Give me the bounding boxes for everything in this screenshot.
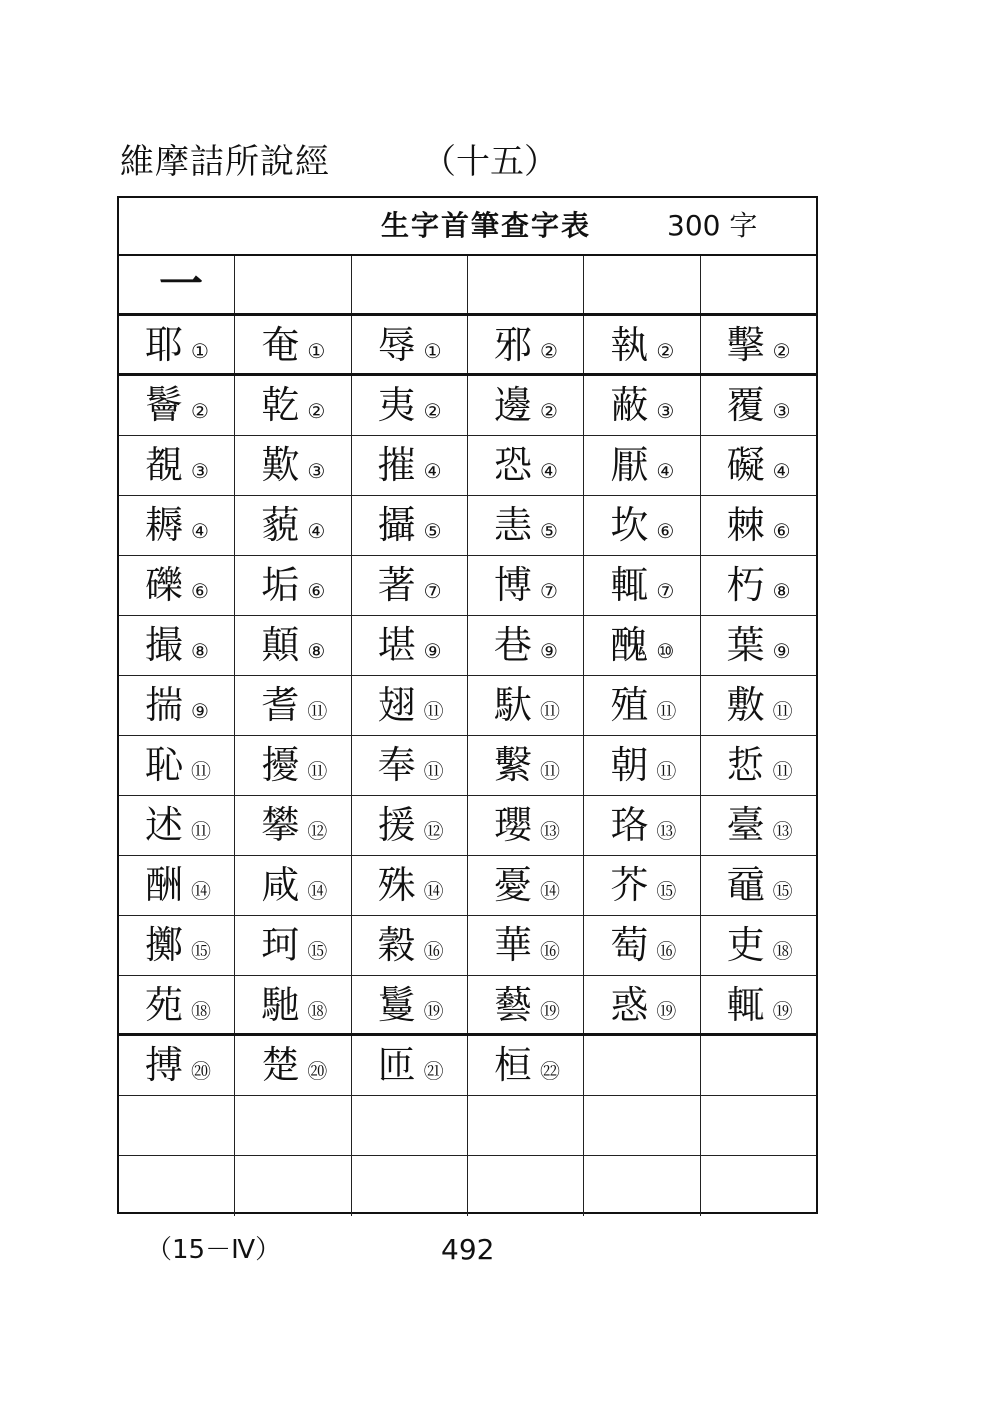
lesson-number: ④	[191, 519, 209, 543]
character: 芥	[610, 863, 649, 907]
character-cell	[584, 676, 700, 735]
empty-cell	[701, 1156, 816, 1216]
lesson-number: ⑫	[423, 819, 444, 843]
character-cell	[468, 496, 584, 555]
table-row	[119, 856, 816, 916]
character: 葉	[726, 623, 765, 667]
character-cell	[584, 436, 700, 495]
character: 擲	[145, 923, 184, 967]
lesson-number: ⑪	[423, 699, 444, 723]
lesson-number: ⑮	[656, 879, 677, 903]
character: 巷	[493, 623, 532, 667]
character: 耶	[145, 323, 184, 367]
lesson-number: ⑭	[191, 879, 211, 903]
character-cell	[235, 736, 351, 795]
character-cell	[584, 856, 700, 915]
empty-cell	[701, 1096, 816, 1155]
character-cell	[235, 796, 351, 855]
lesson-number: ⑨	[423, 639, 442, 663]
character: 黿	[726, 863, 765, 907]
character: 藐	[261, 503, 300, 547]
character: 華	[493, 923, 532, 967]
lesson-number: ②	[307, 399, 326, 423]
character-cell	[119, 676, 235, 735]
character: 恚	[493, 503, 532, 547]
table-row	[119, 736, 816, 796]
lesson-number: ⑬	[772, 819, 793, 843]
lesson-number: ⑮	[191, 939, 211, 963]
character-cell	[119, 556, 235, 615]
lesson-number: ①	[191, 339, 209, 363]
first-stroke-label: 一	[159, 259, 203, 310]
character-cell	[119, 1036, 235, 1095]
character-cell	[119, 376, 235, 435]
lesson-number: ⑨	[191, 699, 209, 723]
lesson-number: ⑱	[307, 999, 328, 1023]
character: 夷	[377, 383, 416, 427]
lesson-number: ③	[656, 399, 675, 423]
character-cell	[701, 616, 816, 675]
lesson-number: ⑥	[307, 579, 326, 603]
lesson-number: ⑪	[539, 759, 560, 783]
character: 朝	[610, 743, 649, 787]
empty-row	[119, 1096, 816, 1156]
character: 鬘	[377, 983, 416, 1027]
character: 棘	[726, 503, 765, 547]
empty-cell	[584, 1156, 700, 1216]
lesson-number: ⑪	[191, 819, 211, 843]
table-row	[119, 376, 816, 436]
character-cell	[119, 916, 235, 975]
character-cell	[352, 736, 468, 795]
character: 苑	[145, 983, 184, 1027]
lesson-number: ⑦	[656, 579, 675, 603]
character-cell	[235, 316, 351, 373]
lesson-number: ①	[423, 339, 442, 363]
character-cell	[468, 676, 584, 735]
lesson-number: ①	[307, 339, 326, 363]
character-cell	[468, 616, 584, 675]
lesson-number: ②	[656, 339, 675, 363]
lesson-number: ②	[772, 339, 791, 363]
lesson-number: ⑲	[423, 999, 444, 1023]
lesson-number: ④	[307, 519, 326, 543]
character: 摧	[377, 443, 416, 487]
character: 援	[377, 803, 416, 847]
table-title-row	[119, 198, 816, 256]
lesson-number: ⑳	[191, 1059, 211, 1083]
lesson-number: ㉑	[423, 1059, 444, 1083]
character: 惑	[610, 983, 649, 1027]
lesson-number: ⑩	[656, 639, 675, 663]
lesson-number: ⑧	[191, 639, 209, 663]
character-cell	[468, 436, 584, 495]
lesson-number: ⑪	[307, 759, 328, 783]
character-cell	[468, 556, 584, 615]
table-title: 生字首筆查字表	[381, 209, 592, 242]
character: 珂	[261, 923, 300, 967]
character: 坎	[610, 503, 649, 547]
character-cell	[119, 976, 235, 1033]
empty-cell	[235, 1156, 351, 1216]
character-cell	[119, 856, 235, 915]
lesson-number: ⑧	[307, 639, 326, 663]
character-cell	[235, 496, 351, 555]
character: 奄	[261, 323, 300, 367]
empty-cell	[584, 256, 700, 313]
character: 敷	[726, 683, 765, 727]
table-row	[119, 316, 816, 376]
character-cell	[701, 916, 816, 975]
character-cell	[352, 1036, 468, 1095]
character-cell	[584, 556, 700, 615]
lesson-number: ⑲	[539, 999, 560, 1023]
character-cell	[352, 376, 468, 435]
character-cell	[468, 916, 584, 975]
character: 珞	[610, 803, 649, 847]
character-cell	[584, 1036, 700, 1095]
character: 覩	[145, 443, 184, 487]
stroke-header-row	[119, 256, 816, 316]
character: 馳	[261, 983, 300, 1027]
character-cell	[235, 616, 351, 675]
lesson-number: ⑪	[772, 759, 793, 783]
character-cell	[352, 496, 468, 555]
character: 繫	[493, 743, 532, 787]
character-table	[117, 196, 818, 1214]
lesson-number: ⑧	[772, 579, 791, 603]
empty-cell	[235, 256, 351, 313]
character-cell	[701, 556, 816, 615]
character-cell	[701, 676, 816, 735]
lesson-number: ④	[539, 459, 558, 483]
character: 桓	[493, 1043, 532, 1087]
character: 醜	[610, 623, 649, 667]
character-cell	[352, 616, 468, 675]
volume-number: （十五）	[422, 142, 558, 182]
character: 朽	[726, 563, 765, 607]
table-row	[119, 616, 816, 676]
character: 著	[377, 563, 416, 607]
table-row	[119, 916, 816, 976]
character: 攀	[261, 803, 300, 847]
lesson-number: ⑯	[539, 939, 560, 963]
lesson-number: ⑭	[539, 879, 560, 903]
character: 厭	[610, 443, 649, 487]
empty-cell	[701, 256, 816, 313]
lesson-number: ⑤	[423, 519, 442, 543]
lesson-number: ⑪	[656, 699, 677, 723]
character-cell	[584, 916, 700, 975]
lesson-number: ⑨	[539, 639, 558, 663]
character-cell	[701, 436, 816, 495]
character-cell	[468, 1036, 584, 1095]
character: 鬠	[145, 383, 184, 427]
lesson-number: ④	[772, 459, 791, 483]
book-title: 維摩詰所說經	[120, 142, 330, 182]
character: 吏	[726, 923, 765, 967]
empty-cell	[468, 1096, 584, 1155]
character-cell	[235, 856, 351, 915]
character-cell	[584, 316, 700, 373]
character: 揣	[145, 683, 184, 727]
table-row	[119, 976, 816, 1036]
lesson-number: ⑪	[307, 699, 328, 723]
character: 歎	[261, 443, 300, 487]
lesson-number: ⑳	[307, 1059, 328, 1083]
character: 礫	[145, 563, 184, 607]
character: 輒	[610, 563, 649, 607]
character-cell	[352, 556, 468, 615]
character: 翅	[377, 683, 416, 727]
lesson-number: ④	[423, 459, 442, 483]
empty-cell	[352, 256, 468, 313]
character: 垢	[261, 563, 300, 607]
character-cell	[584, 976, 700, 1033]
lesson-number: ⑪	[191, 759, 211, 783]
empty-cell	[119, 1096, 235, 1155]
character: 邊	[493, 383, 532, 427]
character-cell	[352, 676, 468, 735]
lesson-number: ⑪	[539, 699, 560, 723]
lesson-number: ②	[423, 399, 442, 423]
character-cell	[352, 436, 468, 495]
empty-cell	[119, 1156, 235, 1216]
character: 萄	[610, 923, 649, 967]
lesson-number: ⑲	[656, 999, 677, 1023]
character-cell	[119, 736, 235, 795]
character: 臺	[726, 803, 765, 847]
character: 楚	[261, 1043, 300, 1087]
lesson-number: ⑮	[307, 939, 328, 963]
character: 擊	[726, 323, 765, 367]
character-cell	[352, 916, 468, 975]
lesson-number: ⑫	[307, 819, 328, 843]
table-row	[119, 796, 816, 856]
character: 搏	[145, 1043, 184, 1087]
lesson-number: ⑦	[423, 579, 442, 603]
character-cell	[701, 376, 816, 435]
character-cell	[701, 496, 816, 555]
character: 覆	[726, 383, 765, 427]
volume-code: （15－Ⅳ）	[146, 1235, 282, 1265]
character-cell	[235, 556, 351, 615]
lesson-number: ⑥	[191, 579, 209, 603]
lesson-number: ⑭	[307, 879, 328, 903]
lesson-number: ⑬	[656, 819, 677, 843]
character-cell	[701, 316, 816, 373]
character: 瓔	[493, 803, 532, 847]
lesson-number: ②	[191, 399, 209, 423]
lesson-number: ⑮	[772, 879, 793, 903]
table-row	[119, 676, 816, 736]
character-cell	[701, 976, 816, 1033]
stroke-label-cell	[119, 256, 235, 313]
lesson-number: ⑯	[423, 939, 444, 963]
character: 悊	[726, 743, 765, 787]
character-cell	[352, 976, 468, 1033]
table-row	[119, 436, 816, 496]
character-cell	[468, 376, 584, 435]
lesson-number: ⑭	[423, 879, 444, 903]
character: 酬	[145, 863, 184, 907]
character-count: 300 字	[667, 209, 758, 242]
character: 耨	[145, 503, 184, 547]
character: 馱	[493, 683, 532, 727]
character-cell	[119, 496, 235, 555]
character-cell	[468, 736, 584, 795]
empty-cell	[584, 1096, 700, 1155]
lesson-number: ⑦	[539, 579, 558, 603]
lesson-number: ②	[539, 339, 558, 363]
character-cell	[468, 856, 584, 915]
character-cell	[119, 436, 235, 495]
character: 恐	[493, 443, 532, 487]
empty-cell	[468, 256, 584, 313]
empty-cell	[468, 1156, 584, 1216]
table-row	[119, 496, 816, 556]
character-cell	[119, 796, 235, 855]
character: 乾	[261, 383, 300, 427]
page-number: 492	[441, 1233, 495, 1266]
character-grid	[119, 256, 816, 1216]
lesson-number: ⑬	[539, 819, 560, 843]
lesson-number: ⑪	[423, 759, 444, 783]
character-cell	[119, 616, 235, 675]
character-cell	[352, 856, 468, 915]
lesson-number: ⑥	[656, 519, 675, 543]
character-cell	[352, 796, 468, 855]
character-cell	[701, 856, 816, 915]
character-cell	[584, 796, 700, 855]
character: 執	[610, 323, 649, 367]
character: 恥	[145, 743, 184, 787]
character-cell	[701, 736, 816, 795]
lesson-number: ⑪	[656, 759, 677, 783]
character: 穀	[377, 923, 416, 967]
lesson-number: ③	[307, 459, 326, 483]
character: 殖	[610, 683, 649, 727]
character: 咸	[261, 863, 300, 907]
character: 憂	[493, 863, 532, 907]
character: 礙	[726, 443, 765, 487]
lesson-number: ④	[656, 459, 675, 483]
character: 邪	[493, 323, 532, 367]
character: 奉	[377, 743, 416, 787]
character-cell	[352, 316, 468, 373]
character-cell	[235, 1036, 351, 1095]
character-cell	[584, 496, 700, 555]
empty-cell	[352, 1096, 468, 1155]
lesson-number: ⑱	[772, 939, 793, 963]
table-row	[119, 1036, 816, 1096]
table-row	[119, 556, 816, 616]
lesson-number: ㉒	[539, 1059, 560, 1083]
empty-row	[119, 1156, 816, 1216]
lesson-number: ②	[539, 399, 558, 423]
character-cell	[701, 1036, 816, 1095]
character-cell	[468, 976, 584, 1033]
character: 殊	[377, 863, 416, 907]
empty-cell	[352, 1156, 468, 1216]
character: 辱	[377, 323, 416, 367]
lesson-number: ⑤	[539, 519, 558, 543]
character-cell	[701, 796, 816, 855]
lesson-number: ⑥	[772, 519, 791, 543]
character: 匝	[377, 1043, 416, 1087]
lesson-number: ⑯	[656, 939, 677, 963]
character-cell	[584, 736, 700, 795]
lesson-number: ⑨	[772, 639, 791, 663]
character-cell	[235, 976, 351, 1033]
lesson-number: ⑱	[191, 999, 211, 1023]
lesson-number: ⑪	[772, 699, 793, 723]
character-cell	[468, 316, 584, 373]
character-cell	[235, 916, 351, 975]
character: 蔽	[610, 383, 649, 427]
lesson-number: ⑲	[772, 999, 793, 1023]
character-cell	[584, 376, 700, 435]
character: 博	[493, 563, 532, 607]
empty-cell	[235, 1096, 351, 1155]
character-cell	[584, 616, 700, 675]
character: 撮	[145, 623, 184, 667]
character: 顛	[261, 623, 300, 667]
character: 攝	[377, 503, 416, 547]
character: 堪	[377, 623, 416, 667]
character: 擾	[261, 743, 300, 787]
character: 輒	[726, 983, 765, 1027]
character: 耆	[261, 683, 300, 727]
character-cell	[235, 376, 351, 435]
character-cell	[119, 316, 235, 373]
character: 藝	[493, 983, 532, 1027]
character-cell	[235, 676, 351, 735]
lesson-number: ③	[772, 399, 791, 423]
lesson-number: ③	[191, 459, 209, 483]
character-cell	[235, 436, 351, 495]
character: 述	[145, 803, 184, 847]
character-cell	[468, 796, 584, 855]
